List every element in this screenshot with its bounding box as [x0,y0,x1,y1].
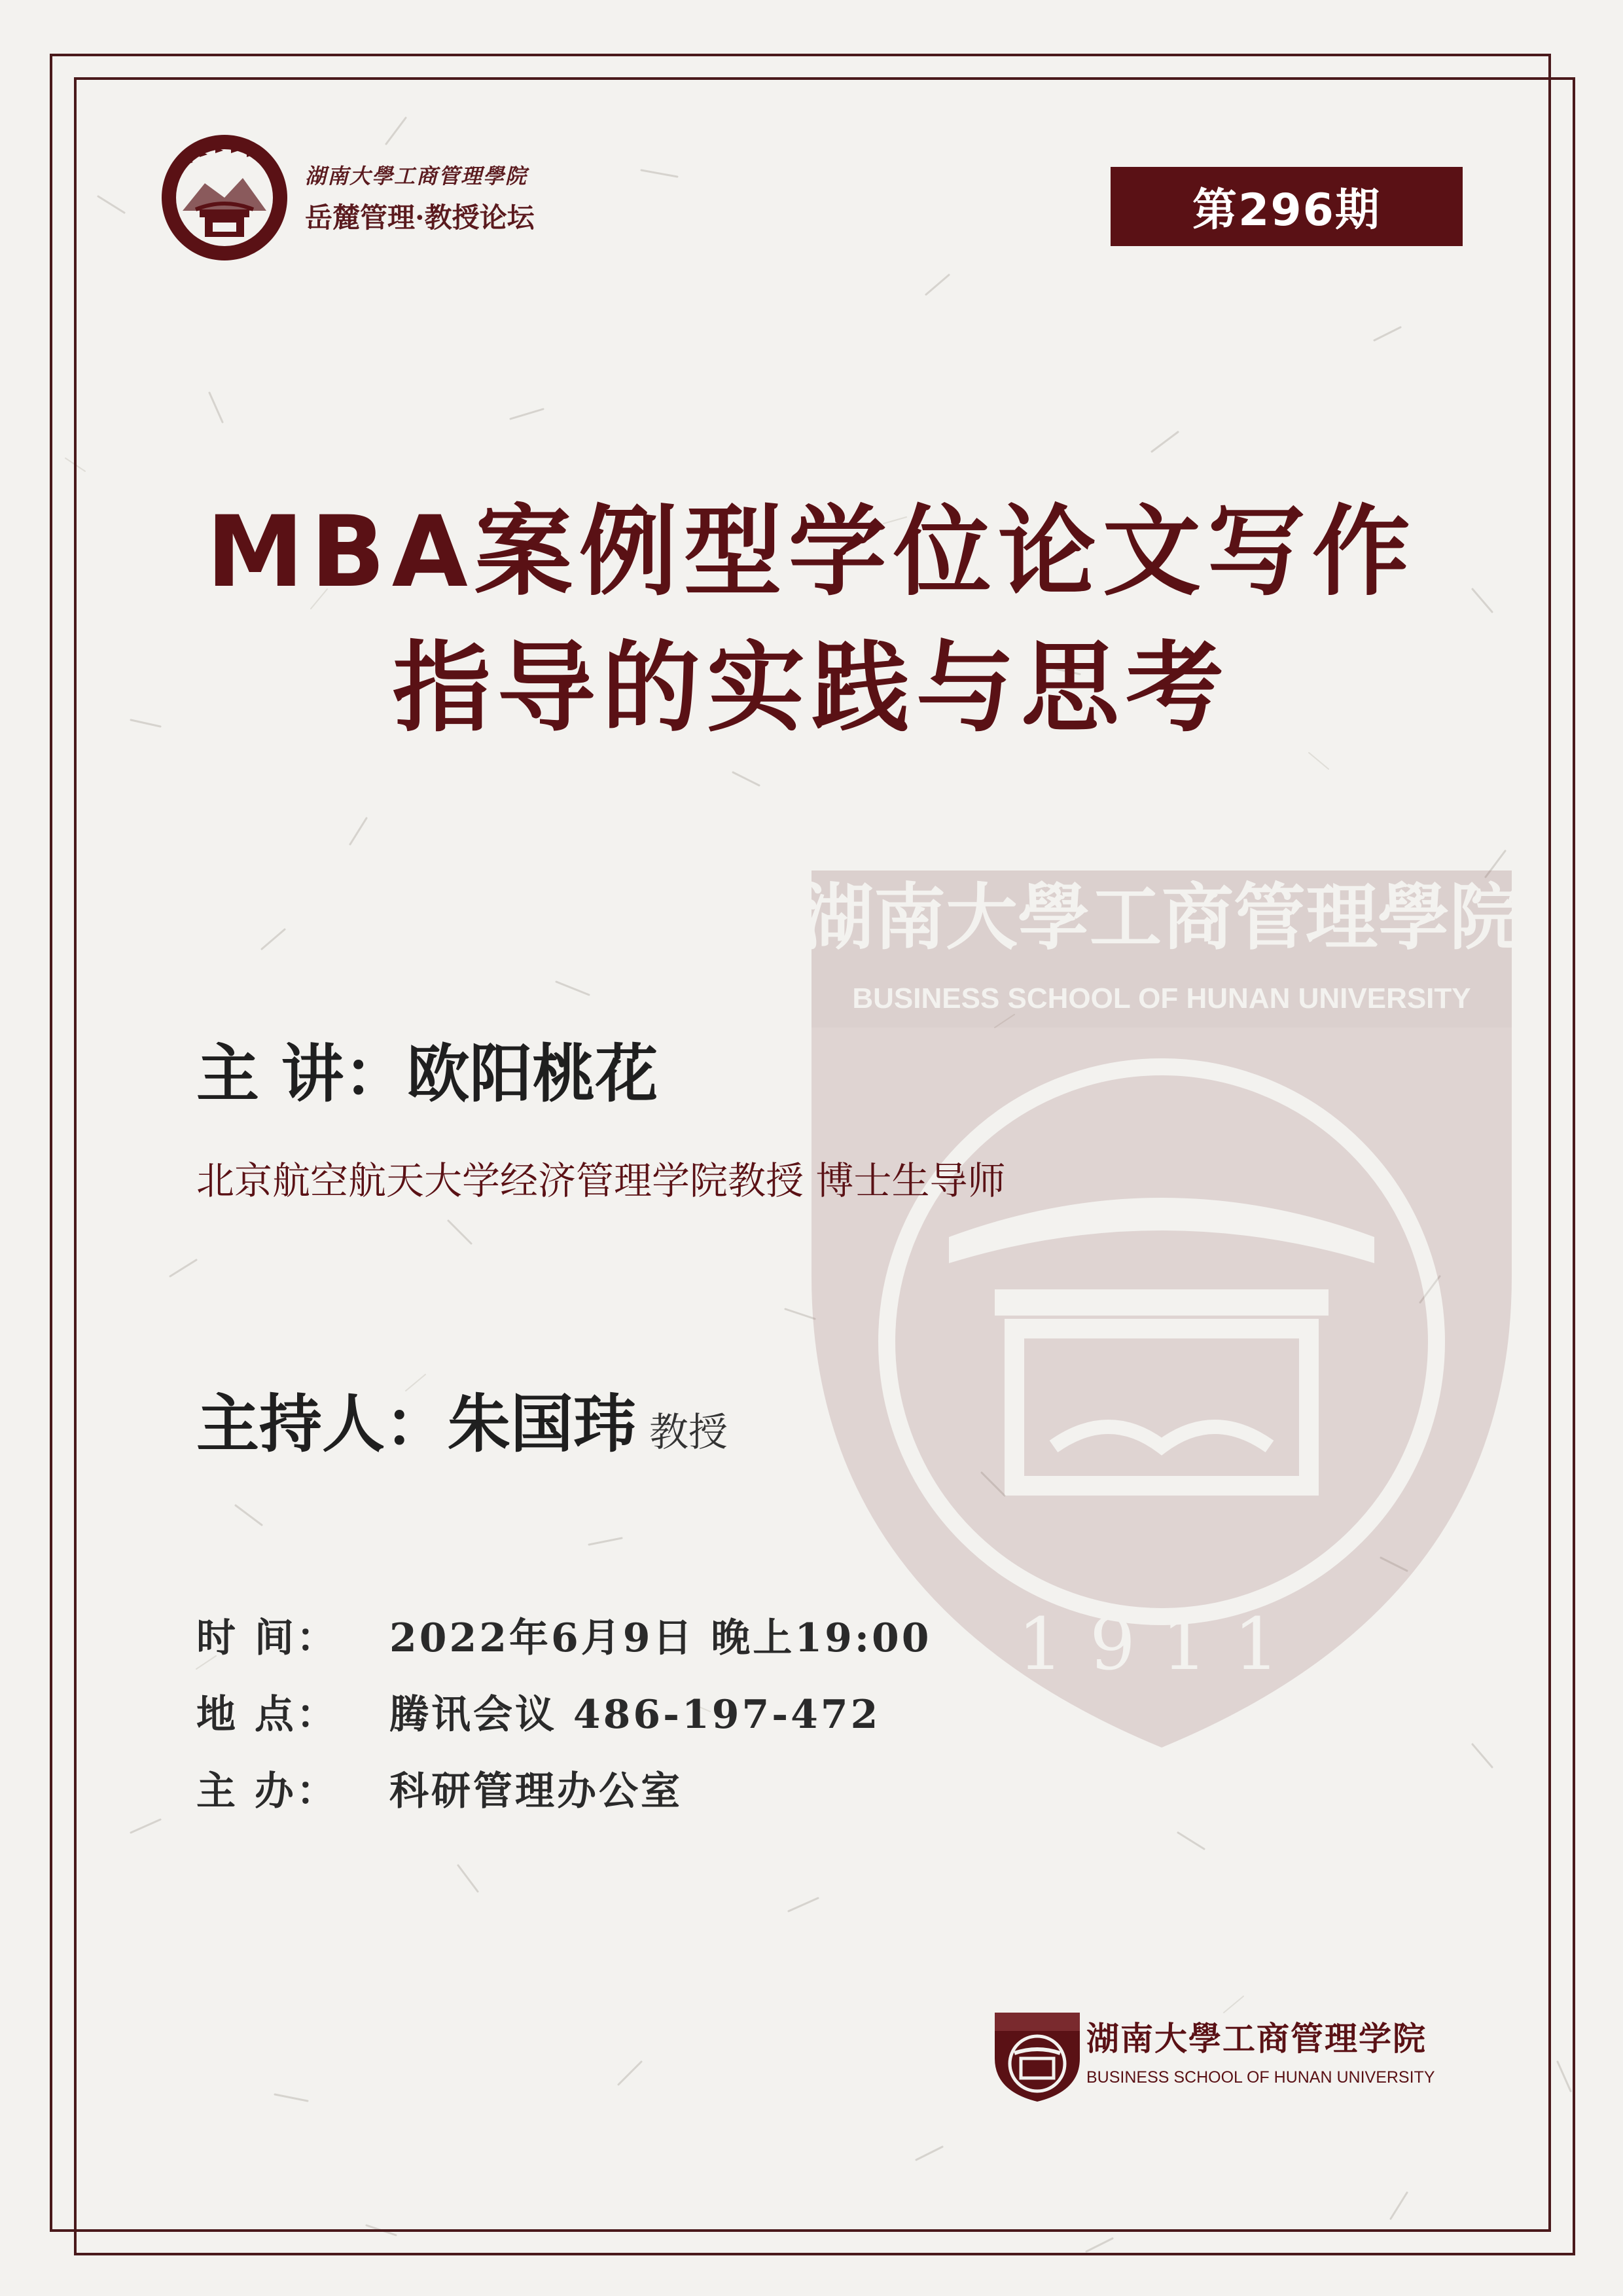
speaker-line [196,1024,658,1114]
organizer-value: 科研管理办公室 [389,1768,683,1814]
footer-school-english: BUSINESS SCHOOL OF HUNAN UNIVERSITY [1086,2068,1435,2087]
organizer-label: 主 办： [196,1768,338,1814]
event-time-row [196,1607,932,1663]
university-seal-icon [159,132,290,263]
title-line-2: 指导的实践与思考 [392,632,1230,745]
host-label: 主持人： [196,1388,448,1461]
place-label: 地 点： [196,1692,338,1738]
time-label: 时 间： [196,1615,338,1661]
host-title: 教授 [649,1410,728,1456]
event-place-row [196,1683,880,1740]
place-value: 腾讯会议 486-197-472 [389,1692,881,1738]
watermark-cn-text: 湖南大學工商管理學院 [802,875,1522,960]
logo-forum-name: 岳麓管理·教授论坛 [305,202,535,234]
speaker-label: 主 讲： [196,1037,407,1111]
host-line [196,1374,728,1464]
speaker-name: 欧阳桃花 [406,1037,658,1111]
time-value: 2022年6月9日 晚上19:00 [389,1615,932,1661]
watermark-en-text: BUSINESS SCHOOL OF HUNAN UNIVERSITY [852,982,1471,1014]
title-line-1: MBA案例型学位论文写作 [206,495,1417,609]
speaker-affiliation: 北京航空航天大学经济管理学院教授 博士生导师 [196,1158,1006,1203]
footer-school-name: 湖南大學工商管理学院 [1086,2019,1427,2058]
issue-badge: 第296期 [1111,167,1463,246]
watermark-year: 1911 [1018,1602,1306,1686]
event-organizer-row [196,1760,683,1816]
footer-seal-icon [988,2006,1086,2104]
logo-school-name: 湖南大學工商管理學院 [305,164,528,188]
host-name: 朱国玮 [448,1388,636,1461]
